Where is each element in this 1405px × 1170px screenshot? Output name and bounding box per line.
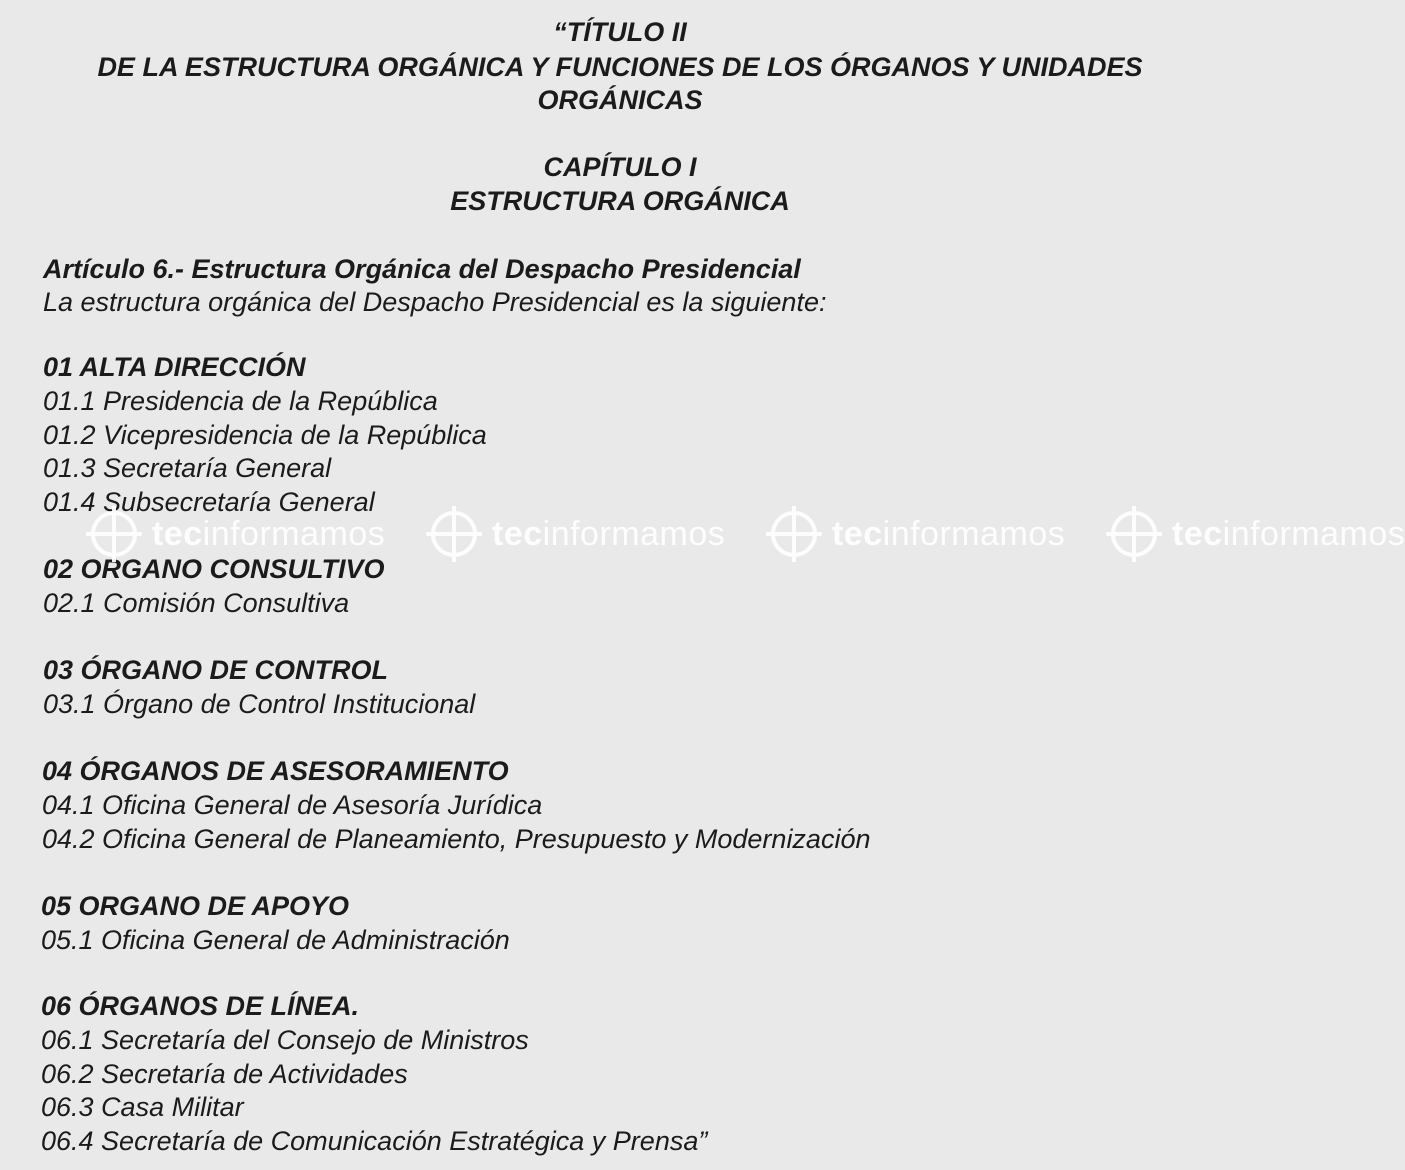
section-item: 06.4 Secretaría de Comunicación Estratégica y Prensa” [41, 1126, 708, 1156]
chapter-line-2: ESTRUCTURA ORGÁNICA [450, 186, 790, 216]
section-item: 01.2 Vicepresidencia de la República [43, 420, 487, 450]
section-title-organos-de-linea: 06 ÓRGANOS DE LÍNEA. [41, 991, 360, 1021]
section-item: 01.3 Secretaría General [43, 453, 332, 483]
watermark-brand-light: informamos [1222, 514, 1405, 553]
watermark-brand-light: informamos [202, 514, 386, 553]
section-item: 05.1 Oficina General de Administración [41, 925, 510, 955]
section-item: 04.2 Oficina General de Planeamiento, Presupuesto y Modernización [42, 824, 871, 854]
section-item: 06.3 Casa Militar [41, 1092, 244, 1122]
watermark-brand-bold: tec [492, 514, 543, 553]
section-item: 03.1 Órgano de Control Institucional [43, 689, 476, 719]
section-item: 01.1 Presidencia de la República [43, 386, 438, 416]
section-title-organos-de-asesoramiento: 04 ÓRGANOS DE ASESORAMIENTO [42, 756, 509, 786]
section-item: 06.1 Secretaría del Consejo de Ministros [41, 1025, 529, 1055]
section-item: 01.4 Subsecretaría General [43, 487, 375, 517]
section-title-organo-de-control: 03 ÓRGANO DE CONTROL [43, 655, 389, 685]
watermark-brand-bold: tec [1172, 514, 1223, 553]
watermark-brand-bold: tec [832, 514, 883, 553]
section-title-alta-direccion: 01 ALTA DIRECCIÓN [43, 352, 306, 382]
section-item: 06.2 Secretaría de Actividades [41, 1059, 408, 1089]
section-title-organo-consultivo: 02 ORGANO CONSULTIVO [43, 554, 385, 584]
title-line-2: DE LA ESTRUCTURA ORGÁNICA Y FUNCIONES DE LOS ÓRGANOS Y UNIDADES [97, 52, 1143, 82]
title-line-1: “TÍTULO II [553, 17, 687, 47]
watermark-brand-bold: tec [152, 514, 203, 553]
chapter-line-1: CAPÍTULO I [543, 152, 697, 182]
title-line-3: ORGÁNICAS [537, 85, 703, 115]
section-item: 02.1 Comisión Consultiva [43, 588, 350, 618]
article-intro: La estructura orgánica del Despacho Presidencial es la siguiente: [43, 287, 827, 317]
article-heading: Artículo 6.- Estructura Orgánica del Despacho Presidencial [43, 254, 801, 284]
section-item: 04.1 Oficina General de Asesoría Jurídica [42, 790, 543, 820]
watermark-brand-light: informamos [542, 514, 726, 553]
watermark-brand-light: informamos [882, 514, 1066, 553]
section-title-organo-de-apoyo: 05 ORGANO DE APOYO [41, 891, 350, 921]
